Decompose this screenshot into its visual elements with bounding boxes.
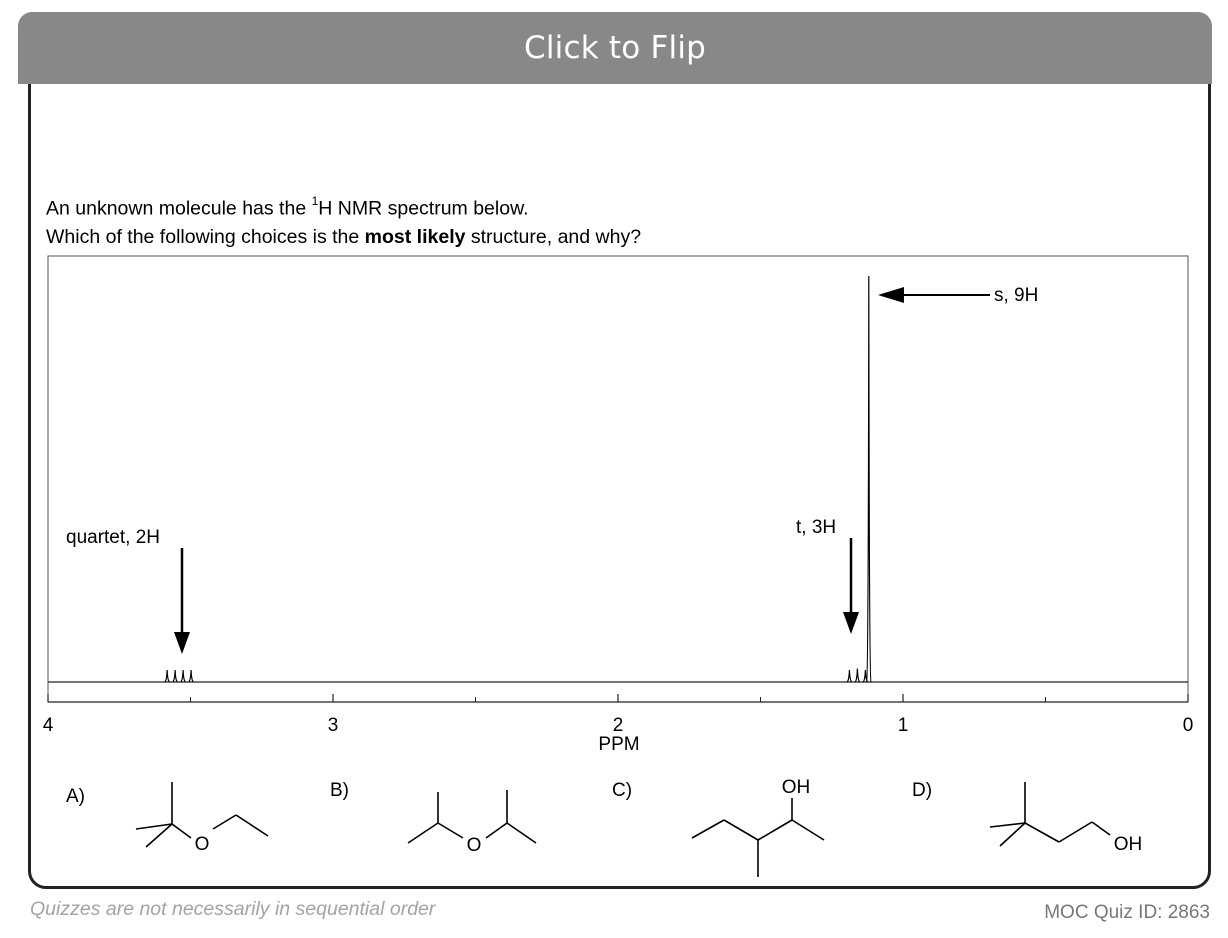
triplet-arrow-head	[843, 612, 859, 634]
choice-d-structure	[990, 782, 1110, 846]
choice-a-letter: A)	[66, 786, 85, 807]
sequence-disclaimer: Quizzes are not necessarily in sequential order	[30, 898, 436, 920]
choice-c-letter: C)	[612, 780, 633, 801]
x-tick-label-4: 4	[42, 715, 54, 736]
triplet-peak-line	[855, 669, 859, 683]
singlet-arrow-head	[878, 287, 904, 303]
x-tick-label-2: 2	[612, 715, 624, 736]
question-line-1: An unknown molecule has the $^1$H NMR spectrum below.	[46, 194, 529, 220]
question-line-2: Which of the following choices is the most likely structure, and why?	[46, 226, 642, 248]
x-ticks	[43, 694, 1194, 736]
triplet-annotation: t, 3H	[796, 517, 837, 538]
x-tick-label-3: 3	[327, 715, 339, 736]
spectrum-peaks	[165, 276, 871, 682]
choice-c-structure	[692, 798, 824, 877]
singlet-peak-line	[867, 276, 871, 682]
choice-a-oxygen: O	[194, 834, 210, 855]
singlet-annotation: s, 9H	[994, 285, 1039, 306]
flip-card-label: Click to Flip	[523, 30, 707, 66]
choice-b-letter: B)	[330, 780, 349, 801]
choice-d-hydroxyl: OH	[1113, 834, 1143, 855]
triplet-peak-line	[847, 670, 851, 682]
spectrum-frame	[48, 256, 1188, 702]
choice-d-letter: D)	[912, 780, 933, 801]
quartet-peak-line	[189, 670, 193, 682]
choice-c-hydroxyl: OH	[781, 777, 811, 798]
quartet-annotation: quartet, 2H	[66, 527, 160, 548]
quartet-peak-line	[173, 670, 177, 682]
quartet-peak-line	[165, 670, 169, 682]
quartet-arrow-head	[174, 632, 190, 654]
quiz-id: MOC Quiz ID: 2863	[1044, 902, 1210, 923]
x-axis-label: PPM	[598, 734, 640, 755]
x-tick-label-0: 0	[1182, 715, 1194, 736]
quartet-peak-line	[181, 670, 185, 682]
choice-b-oxygen: O	[466, 835, 482, 856]
x-tick-label-1: 1	[897, 715, 909, 736]
